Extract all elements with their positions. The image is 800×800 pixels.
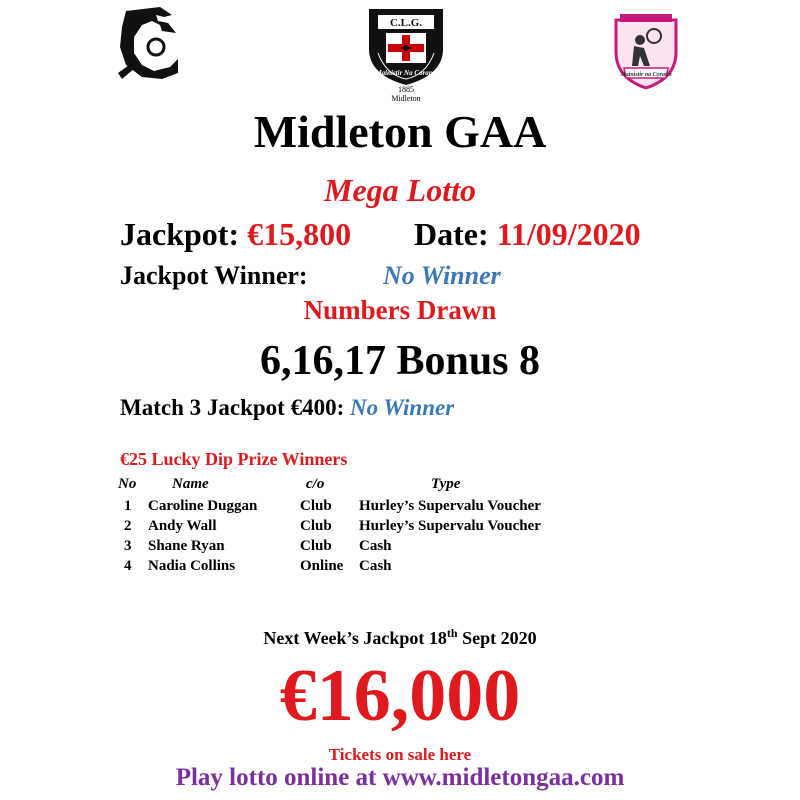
camogie-association-icon (112, 3, 186, 83)
next-week-sup: th (446, 626, 458, 640)
ladies-football-crest-icon (610, 12, 682, 92)
ladies-football-logo (610, 12, 682, 92)
drawn-numbers: 6,16,17 Bonus 8 (259, 338, 541, 384)
table-row: 3 Shane Ryan Club Cash (124, 538, 392, 554)
tickets-note: Tickets on sale here (328, 745, 472, 764)
col-type: Type (431, 475, 461, 492)
crest-year: 1885 (398, 85, 414, 94)
play-online-link[interactable]: Play lotto online at www.midletongaa.com (175, 764, 625, 791)
svg-text:Mainistir na Corann: Mainistir na Corann (620, 72, 672, 78)
jackpot-row (120, 216, 351, 253)
date-row (414, 216, 641, 253)
camogie-logo (112, 3, 186, 83)
col-name: Name (172, 475, 209, 492)
table-header-row (118, 475, 581, 496)
subtitle: Mega Lotto (324, 172, 476, 208)
next-week-suffix: Sept 2020 (457, 628, 537, 648)
table-row: 2 Andy Wall Club Hurley’s Supervalu Voucher (124, 518, 541, 534)
page-title: Midleton GAA (253, 106, 547, 157)
jackpot-winner-label: Jackpot Winner: (120, 261, 308, 290)
next-week-prefix: Next Week’s Jackpot 18 (263, 628, 447, 648)
date-label: Date: (414, 216, 489, 252)
date-value: 11/09/2020 (496, 216, 641, 252)
table-row: 1 Caroline Duggan Club Hurley’s Supervalu Voucher (124, 498, 541, 514)
numbers-drawn-label: Numbers Drawn (303, 295, 497, 325)
jackpot-winner-value: No Winner (383, 261, 501, 290)
next-week-line (0, 626, 800, 649)
match3-value: No Winner (349, 395, 455, 420)
midleton-crest (366, 5, 446, 103)
svg-text:Mainistir Na Corann: Mainistir Na Corann (375, 69, 437, 77)
jackpot-label: Jackpot: (120, 216, 240, 252)
match3-row (120, 395, 454, 421)
jackpot-value: €15,800 (247, 216, 352, 252)
table-row: 4 Nadia Collins Online Cash (124, 558, 392, 574)
col-no: No (118, 475, 137, 492)
midleton-crest-icon (366, 5, 446, 87)
match3-label: Match 3 Jackpot €400: (120, 395, 345, 420)
lucky-dip-heading: €25 Lucky Dip Prize Winners (120, 449, 348, 469)
crest-town: Midleton (391, 94, 421, 103)
svg-text:C.L.G.: C.L.G. (389, 17, 423, 29)
col-co: c/o (306, 475, 325, 492)
next-jackpot-amount: €16,000 (279, 655, 521, 737)
winners-table (118, 475, 581, 576)
